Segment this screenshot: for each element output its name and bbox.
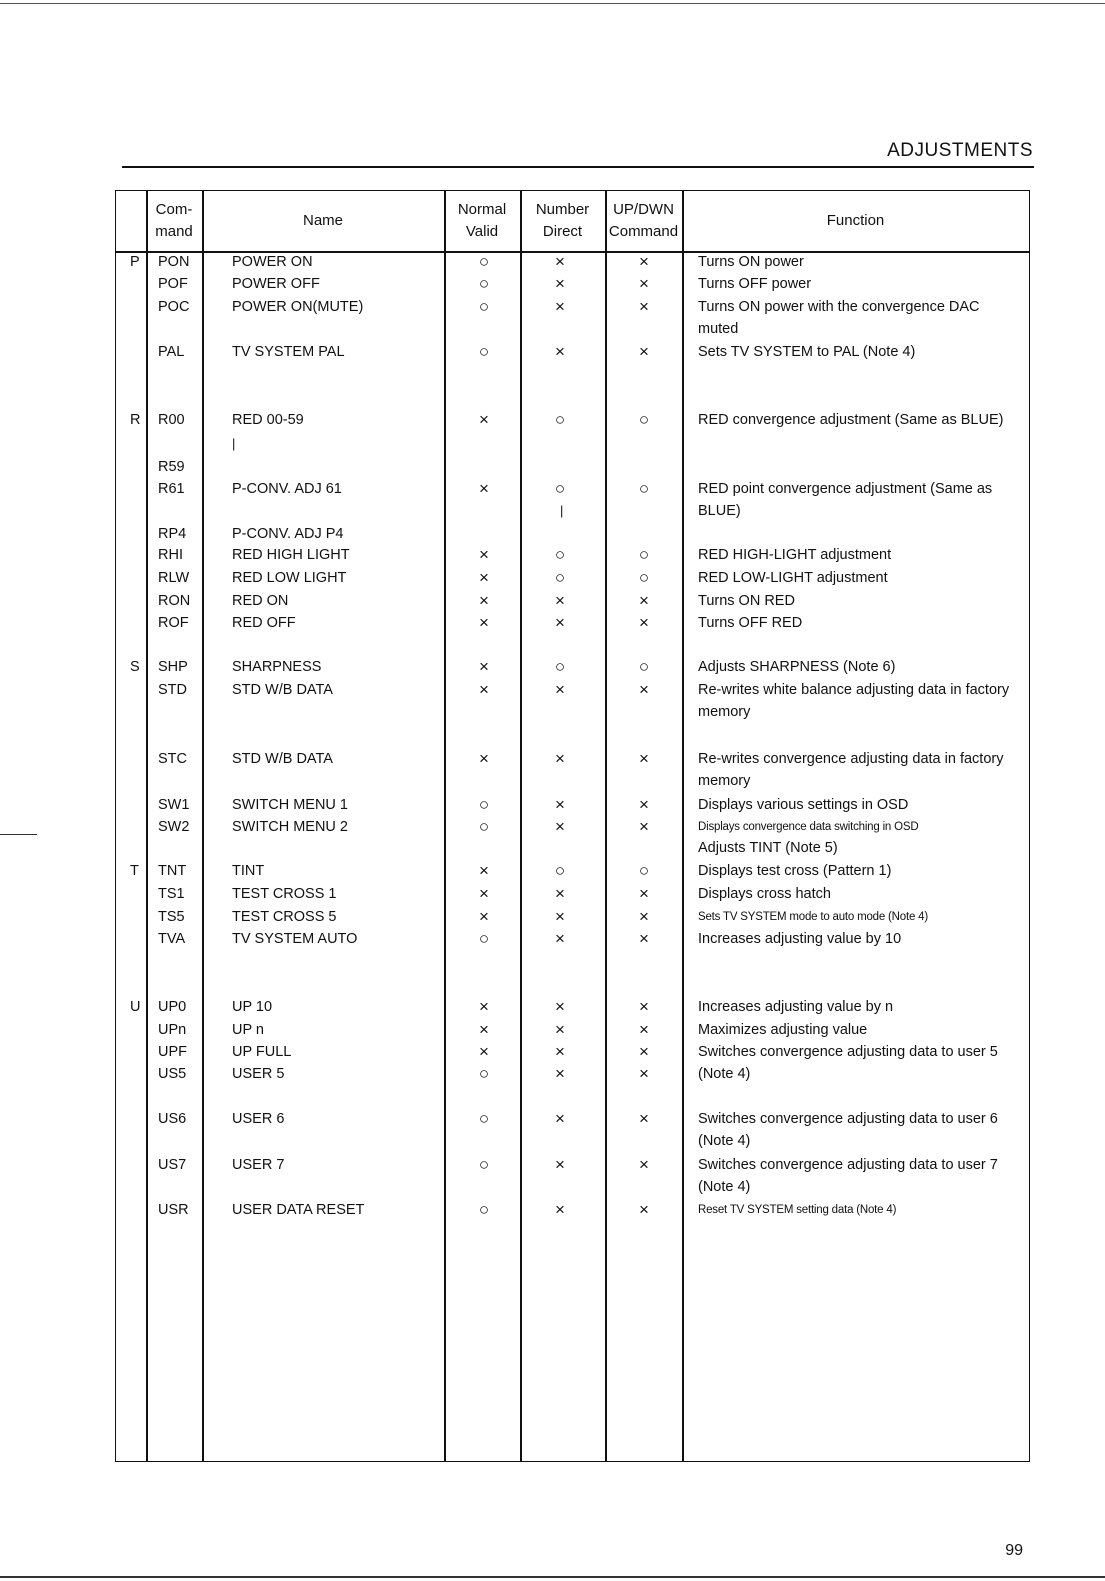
function-text: Turns ON power with the convergence DAC muted: [698, 299, 980, 337]
command-code: RHI: [158, 547, 183, 563]
number-direct-mark: ×: [555, 252, 565, 271]
command-code: RP4: [158, 526, 187, 542]
command-code: TS1: [158, 886, 185, 902]
normal-valid-mark: ×: [479, 680, 489, 699]
number-direct-mark: ×: [555, 817, 565, 836]
command-code: TS5: [158, 909, 185, 925]
group-letter: R: [130, 412, 141, 428]
number-direct-mark: ○: [554, 568, 566, 587]
updwn-command-mark: ×: [639, 1200, 649, 1219]
updwn-command-mark: ×: [639, 795, 649, 814]
function-text: Displays various settings in OSD: [698, 797, 909, 813]
command-name: USER 6: [232, 1111, 285, 1127]
command-code: PON: [158, 254, 190, 270]
function-text: Switches convergence adjusting data to user 7 (Note 4): [698, 1157, 998, 1195]
command-code: RLW: [158, 570, 190, 586]
function-text: Re-writes convergence adjusting data in factory memory: [698, 751, 1004, 789]
command-code: US7: [158, 1157, 187, 1173]
col-divider: [146, 191, 148, 1461]
number-direct-mark: ×: [555, 680, 565, 699]
command-name: TEST CROSS 5: [232, 909, 337, 925]
updwn-command-mark: ×: [639, 342, 649, 361]
updwn-command-mark: ×: [639, 749, 649, 768]
group-letter: P: [130, 254, 140, 270]
command-code: TVA: [158, 931, 186, 947]
command-code: ROF: [158, 615, 189, 631]
number-direct-mark: ×: [555, 1109, 565, 1128]
command-name: SHARPNESS: [232, 659, 322, 675]
command-code: R61: [158, 481, 185, 497]
function-text: Re-writes white balance adjusting data in factory memory: [698, 682, 1010, 720]
command-code: UPF: [158, 1044, 187, 1060]
function-text: Turns OFF RED: [698, 615, 803, 631]
command-name: USER DATA RESET: [232, 1202, 365, 1218]
command-name: RED HIGH LIGHT: [232, 547, 350, 563]
command-name: POWER OFF: [232, 276, 320, 292]
number-direct-mark: ×: [555, 1020, 565, 1039]
command-code: STD: [158, 682, 187, 698]
normal-valid-mark: ×: [479, 1020, 489, 1039]
function-text: Sets TV SYSTEM mode to auto mode (Note 4): [698, 911, 928, 923]
normal-valid-mark: ×: [479, 657, 489, 676]
number-direct-mark: ×: [555, 1200, 565, 1219]
function-text: RED point convergence adjustment (Same as BLUE): [698, 481, 993, 519]
normal-valid-mark: ○: [478, 1200, 490, 1219]
command-code: USR: [158, 1202, 189, 1218]
normal-valid-mark: ○: [478, 817, 490, 836]
command-code: SHP: [158, 659, 188, 675]
normal-valid-mark: ○: [478, 929, 490, 948]
normal-valid-mark: ×: [479, 479, 489, 498]
command-name: RED ON: [232, 593, 289, 609]
top-edge-line: [0, 3, 1105, 4]
function-text: Increases adjusting value by n: [698, 999, 894, 1015]
header-normal-valid: Normal Valid: [457, 201, 507, 240]
command-code: US5: [158, 1066, 187, 1082]
group-letter: S: [130, 659, 140, 675]
function-text: Switches convergence adjusting data to user 5 (Note 4): [698, 1044, 998, 1082]
page-number: 99: [1005, 1542, 1023, 1559]
command-name: SWITCH MENU 1: [232, 797, 348, 813]
command-name: SWITCH MENU 2: [232, 819, 348, 835]
header-updwn-command: UP/DWN Command: [608, 201, 679, 240]
normal-valid-mark: ○: [478, 297, 490, 316]
header-command: Com- mand: [155, 201, 193, 240]
normal-valid-mark: ○: [478, 795, 490, 814]
number-direct-mark: ○: [554, 657, 566, 676]
function-text: Switches convergence adjusting data to user 6 (Note 4): [698, 1111, 998, 1149]
number-direct-mark: ×: [555, 749, 565, 768]
updwn-command-mark: ○: [638, 861, 650, 880]
number-direct-mark: ×: [555, 591, 565, 610]
command-code: SW1: [158, 797, 190, 813]
function-text: RED convergence adjustment (Same as BLUE): [698, 412, 1004, 428]
function-text: Reset TV SYSTEM setting data (Note 4): [698, 1204, 897, 1216]
command-name: RED LOW LIGHT: [232, 570, 347, 586]
updwn-command-mark: ×: [639, 907, 649, 926]
command-name: P-CONV. ADJ 61: [232, 481, 342, 497]
normal-valid-mark: ×: [479, 591, 489, 610]
command-name: TINT: [232, 863, 265, 879]
normal-valid-mark: ○: [478, 342, 490, 361]
updwn-command-mark: ×: [639, 297, 649, 316]
header-group: [116, 191, 146, 251]
command-code: RON: [158, 593, 191, 609]
col-divider: [202, 191, 204, 1461]
header-function: Function: [826, 212, 885, 229]
number-direct-mark: ○: [554, 545, 566, 564]
number-direct-mark: ×: [555, 884, 565, 903]
function-text: Displays convergence data switching in OSD: [698, 821, 919, 833]
command-name: USER 7: [232, 1157, 285, 1173]
updwn-command-mark: ×: [639, 1064, 649, 1083]
number-direct-mark: ○: [554, 479, 566, 498]
number-direct-mark: ×: [555, 297, 565, 316]
updwn-command-mark: ○: [638, 657, 650, 676]
range-marker: |: [560, 503, 564, 518]
updwn-command-mark: ×: [639, 1109, 649, 1128]
normal-valid-mark: ×: [479, 1042, 489, 1061]
updwn-command-mark: ×: [639, 680, 649, 699]
updwn-command-mark: ×: [639, 1155, 649, 1174]
command-code: UPn: [158, 1022, 187, 1038]
number-direct-mark: ×: [555, 274, 565, 293]
function-text: Adjusts SHARPNESS (Note 6): [698, 659, 896, 675]
group-letter: T: [130, 863, 139, 879]
function-text: Displays test cross (Pattern 1): [698, 863, 892, 879]
command-name: POWER ON(MUTE): [232, 299, 364, 315]
function-text: Turns ON power: [698, 254, 804, 270]
section-title: ADJUSTMENTS: [887, 140, 1033, 161]
updwn-command-mark: ×: [639, 1042, 649, 1061]
normal-valid-mark: ○: [478, 274, 490, 293]
function-text: Turns OFF power: [698, 276, 812, 292]
bottom-edge-line: [0, 1576, 1105, 1578]
function-text: Turns ON RED: [698, 593, 795, 609]
number-direct-mark: ×: [555, 1064, 565, 1083]
normal-valid-mark: ×: [479, 749, 489, 768]
number-direct-mark: ×: [555, 613, 565, 632]
number-direct-mark: ×: [555, 929, 565, 948]
command-code: PAL: [158, 344, 185, 360]
col-divider: [682, 191, 684, 1461]
updwn-command-mark: ×: [639, 252, 649, 271]
command-name: UP n: [232, 1022, 264, 1038]
number-direct-mark: ×: [555, 342, 565, 361]
number-direct-mark: ×: [555, 795, 565, 814]
number-direct-mark: ×: [555, 1042, 565, 1061]
normal-valid-mark: ×: [479, 907, 489, 926]
command-code: R00: [158, 412, 185, 428]
updwn-command-mark: ×: [639, 591, 649, 610]
normal-valid-mark: ○: [478, 252, 490, 271]
updwn-command-mark: ○: [638, 479, 650, 498]
updwn-command-mark: ×: [639, 274, 649, 293]
function-text: Adjusts TINT (Note 5): [698, 840, 838, 856]
command-name: TV SYSTEM AUTO: [232, 931, 358, 947]
updwn-command-mark: ×: [639, 613, 649, 632]
updwn-command-mark: ×: [639, 817, 649, 836]
normal-valid-mark: ○: [478, 1064, 490, 1083]
updwn-command-mark: ○: [638, 545, 650, 564]
normal-valid-mark: ×: [479, 884, 489, 903]
normal-valid-mark: ○: [478, 1109, 490, 1128]
function-text: RED HIGH-LIGHT adjustment: [698, 547, 892, 563]
command-name: USER 5: [232, 1066, 285, 1082]
section-rule: [122, 166, 1034, 168]
command-name: UP 10: [232, 999, 273, 1015]
normal-valid-mark: ×: [479, 997, 489, 1016]
command-name: STD W/B DATA: [232, 682, 333, 698]
command-code: POF: [158, 276, 188, 292]
header-name: Name: [302, 212, 343, 229]
number-direct-mark: ×: [555, 997, 565, 1016]
command-code: TNT: [158, 863, 187, 879]
command-name: POWER ON: [232, 254, 313, 270]
normal-valid-mark: ×: [479, 410, 489, 429]
number-direct-mark: ×: [555, 907, 565, 926]
command-name: RED 00-59: [232, 412, 304, 428]
normal-valid-mark: ×: [479, 568, 489, 587]
updwn-command-mark: ○: [638, 568, 650, 587]
command-name: UP FULL: [232, 1044, 292, 1060]
updwn-command-mark: ○: [638, 410, 650, 429]
normal-valid-mark: ×: [479, 613, 489, 632]
updwn-command-mark: ×: [639, 884, 649, 903]
function-text: Displays cross hatch: [698, 886, 831, 902]
updwn-command-mark: ×: [639, 997, 649, 1016]
command-code: US6: [158, 1111, 187, 1127]
range-marker: |: [232, 436, 236, 451]
command-name: RED OFF: [232, 615, 296, 631]
number-direct-mark: ○: [554, 861, 566, 880]
normal-valid-mark: ×: [479, 861, 489, 880]
margin-tick: [0, 834, 37, 835]
command-table: [115, 190, 1030, 1462]
function-text: Increases adjusting value by 10: [698, 931, 902, 947]
command-name: P-CONV. ADJ P4: [232, 526, 344, 542]
command-name: TV SYSTEM PAL: [232, 344, 345, 360]
command-code: STC: [158, 751, 187, 767]
command-code: POC: [158, 299, 190, 315]
updwn-command-mark: ×: [639, 1020, 649, 1039]
command-name: STD W/B DATA: [232, 751, 333, 767]
normal-valid-mark: ○: [478, 1155, 490, 1174]
function-text: RED LOW-LIGHT adjustment: [698, 570, 888, 586]
function-text: Maximizes adjusting value: [698, 1022, 868, 1038]
number-direct-mark: ×: [555, 1155, 565, 1174]
updwn-command-mark: ×: [639, 929, 649, 948]
function-text: Sets TV SYSTEM to PAL (Note 4): [698, 344, 916, 360]
command-code: UP0: [158, 999, 187, 1015]
header-number-direct: Number Direct: [535, 201, 590, 240]
normal-valid-mark: ×: [479, 545, 489, 564]
command-code: SW2: [158, 819, 190, 835]
command-name: TEST CROSS 1: [232, 886, 337, 902]
number-direct-mark: ○: [554, 410, 566, 429]
command-code: R59: [158, 459, 185, 475]
group-letter: U: [130, 999, 141, 1015]
